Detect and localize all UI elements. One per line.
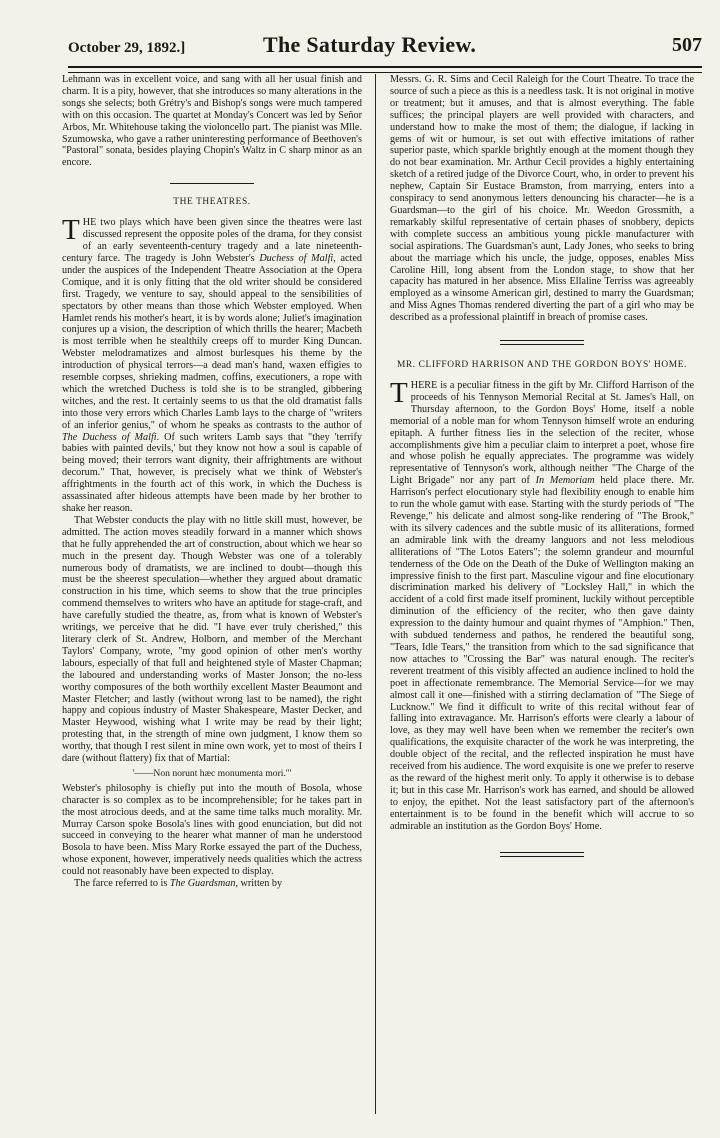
section-title-theatres: THE THEATRES.	[173, 197, 251, 208]
harrison-paragraph: THERE is a peculiar fitness in the gift by Mr. Clifford Harrison of the proceeds of his Tennyson Memorial Recital at St. James's Hall, on Thursday afternoon, to the Gordon Boys' Home, itself a noble memorial of a noble man for whom Tennyson himself wrote an enduring epitaph. A further fitness lies in the selection of the reciter, whose accomplishments give him a peculiar claim to interpret a poet, whose fire and whose polish he equally appreciates. The programme was widely representative of Tennyson's work, although neither "The Charge of the Light Brigade" nor any part of In Memoriam held place there. Mr. Harrison's perfect elocutionary style had flexibility enough to enable him to run the whole gamut with ease. Starting with the sturdy periods of "The Revenge," his delicate and almost song-like rendering of "The Brook," with its silvery cadences and the subtle music of its alliterations, formed an admirable link with the dreamy languors and not less melodious alliterations of "The Lotos Eaters"; the solemn grandeur and mournful tenderness of the Ode on the Death of the Duke of Wellington making an impressive finish to the first part. Masculine vigour and fine elocutionary discrimination marked his delivery of "Locksley Hall," in which the accident of a cold first made itself prominent, luckily without perceptible diminution of the efficiency of the reciter, who then gave dainty expression to the dainty humour and quaint rhymes of "Amphion." Then, with subdued tenderness and pathos, he rendered the beautiful song, "Tears, Idle Tears," the transition from which to the sad significance that now attaches to "Crossing the Bar" was natural enough. The reciter's reverent treatment of this visibly affected an audience inclined to hold the poet in affectionate remembrance. The Memorial Service—for we may almost call it one—finished with a stirring declamation of "The Siege of Lucknow." We find it difficult to write of this recital without fear of falling into extravagance. Mr. Harrison's efforts were clearly a labour of love, as they may well have been when we remember the reciter's own qualifications, the exquisite character of the work he was interpreting, the double object of the recital, and the reflected inspiration he must have received from his audience. The word exquisite is one we prefer to reserve as the reward of the highest merit only. To apply it otherwise is to debase it; but in this case Mr. Harrison's work has earned, and should be allowed to enjoy, the epithet. Not the least satisfactory part of the afternoon's entertainment is to be found in the benefit which will accrue to so admirable an institution as the Gordon Boys' Home.	[390, 377, 694, 832]
publication-title: The Saturday Review.	[263, 32, 477, 57]
page-header	[68, 32, 702, 66]
theatres-paragraph-1: THE two plays which have been given since the theatres were last discussed represent the opposite poles of the drama, for they consist of an early seventeenth-century tragedy and a late nineteenth-century farce. The tragedy is John Webster's Duchess of Malfi, acted under the auspices of the Independent Theatre Association at the Opera Comique, and it is only fitting that the old writer should be considered first. Tragedy, we venture to say, should appeal to the sensibilities of spectators by other means than those which Webster employed. When Hamlet rends his mother's heart, it is by words alone; Juliet's imagination conjures up a vision, the description of which thrills the hearer; Macbeth is most terrible when he stealthily creeps off to murder King Duncan. Webster melodramatizes and almost burlesques his theme by the introduction of physical terrors—a dead man's hand, waxen effigies to resemble corpses, shrieking madmen, coffins, executioners, a rope with which the wretched Duchess is told she is to be strangled, gibbering witches, and the rest. It certainly seems to us that the old dramatist falls into those very errors which Charles Lamb lays to the charge of "writers of an inferior genius," of whom he speaks as contrasts to the author of The Duchess of Malfi. Of such writers Lamb says that "they 'terrify babies with painted devils,' but they know not how a soul is capable of being moved; their terrors want dignity, their affrightments are without decorum." That, however, is precisely what we think of Webster's affrightments in the fourth act of this work, in which the Duchess is assassinated after hideous attempts have been made by her brother to shake her reason.	[62, 214, 362, 514]
issue-date: October 29, 1892.]	[68, 40, 186, 56]
theatres-paragraph-4: The farce referred to is The Guardsman, written by	[74, 878, 283, 890]
left-column	[62, 74, 362, 1124]
header-rule	[68, 66, 702, 73]
section-divider	[170, 183, 254, 184]
martial-quote: '——Non norunt hæc monumenta mori.'"	[132, 767, 292, 779]
drop-cap: T	[62, 214, 80, 247]
drop-cap: T	[390, 377, 408, 410]
section-title-harrison: MR. CLIFFORD HARRISON AND THE GORDON BOYS' HOME.	[397, 360, 687, 371]
column-divider	[375, 74, 376, 1114]
guardsman-review: Messrs. G. R. Sims and Cecil Raleigh for the Court Theatre. To trace the source of such a piece as this is a needless task. It is not original in motive or treatment; but it amuses, and that is almost everything. The fable suffices; the principal players are well provided with characters, and understand how to make the most of them; the dialogue, if lacking in gems of wit or humour, is set out with effective imitations of rather superior paste, which sparkle brightly enough at the moment though they do not bear examination. Mr. Arthur Cecil provides a highly entertaining sketch of a retired judge of the Divorce Court, who, in order to prevent his nephew, Captain Sir Eustace Bramston, from marrying, enters into a conspiracy to send anonymous letters denouncing his character—he is a Guardsman—to the girl of his choice. Mr. Weedon Grossmith, a remarkably skilful representative of certain phases of snobbery, depicts with complete success an ambitious young pickle manufacturer with social aspirations. The Guardsman's aunt, Lady Jones, who seeks to bring about the marriage which his uncle, the judge, opposes, enables Miss Caroline Hill, long absent from the London stage, to show that her capacity has matured in her absence. Miss Ellaline Terriss was agreeably employed as a winsome American girl, destined to marry the Guardsman; and Miss Agnes Thomas rendered diverting the part of a girl who may be described as a professional plaintiff in breach of promise cases.	[390, 74, 694, 324]
right-column	[390, 74, 694, 1124]
page-number: 507	[672, 34, 702, 56]
section-divider	[500, 340, 584, 345]
end-of-article-rule	[500, 852, 584, 857]
theatres-paragraph-3: Webster's philosophy is chiefly put into the mouth of Bosola, whose character is so complex as to be incomprehensible; for he takes part in the most atrocious deeds, and at the same time talks much morality. Mr. Murray Carson spoke Bosola's lines with good enunciation, but did not succeed in conveying to the hearer what manner of man he understood Bosola to have been. Miss Mary Rorke essayed the part of the Duchess, whose exponent, however, imperatively needs qualities which the actress could not reasonably have been expected to display.	[62, 782, 362, 878]
music-review-ending: Lehmann was in excellent voice, and sang with all her usual finish and charm. It is a pity, however, that she introduces so many alterations in the songs she selects; both Grétry's and Bishop's songs were much tampered with on this occasion. The quartet at Monday's Concert was led by Señor Arbos, Mr. Whitehouse taking the violoncello part. The pianist was Mlle. Szumowska, who gave a rather uninteresting performance of Beethoven's "Pastoral" sonata, besides playing Chopin's Waltz in C sharp minor as an encore.	[62, 74, 362, 169]
theatres-paragraph-2: That Webster conducts the play with no little skill must, however, be admitted. The action moves steadily forward in a manner which shows that he fully apprehended the art of construction, about which we hear so much in the present day. Though Webster was one of a tolerably numerous body of dramatists, we are inclined to doubt—though this must be the sheerest speculation—whether they argued about dramatic construction in his time, which seems to show that the true principles commend themselves to writers who have an aptitude for stage-craft, and have carefully studied the theatre, as, from what is known of Webster's writings, we perceive that he did. "I have ever truly cherished," this literary clerk of St. Andrew, Holborn, and member of the Merchant Taylors' Company, wrote, "my good opinion of other men's worthy labours, especially of that full and heightened style of Master Chapman; the laboured and understanding works of Master Jonson; the no-less worthy composures of the both worthily excellent Master Beaumont and Master Fletcher; and lastly (without wrong last to be named), the right happy and copious industry of Master Shakespeare, Master Decker, and Master Heywood, wishing what I write may be read by their light; protesting that, in the strength of mine own judgment, I know them so worthy, that though I rest silent in mine own work, yet to most of theirs I dare (without flattery) fix that of Martial:	[62, 514, 362, 765]
